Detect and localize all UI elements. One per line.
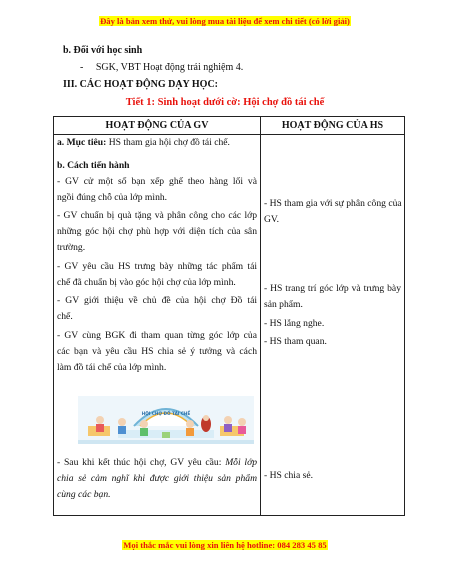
header-gv: HOẠT ĐỘNG CỦA GV [54, 117, 261, 135]
hs-line: GV. [264, 214, 280, 225]
gv-column [54, 135, 261, 516]
footer-notice: Mọi thắc mắc vui lòng xin liên hệ hotline: 084 283 45 85 [123, 540, 327, 550]
gv-line: chế đã chuẩn bị vào góc hội chợ của lớp mình. [57, 277, 236, 288]
activity-table [53, 116, 405, 516]
hs-line: - HS trang trí góc lớp và trưng bày [264, 283, 401, 294]
goal-line: a. Mục tiêu: HS tham gia hội chợ đồ tái chế. [57, 137, 230, 148]
section-iii-title: III. CÁC HOẠT ĐỘNG DẠY HỌC: [63, 79, 219, 90]
hs-line: - HS lắng nghe. [264, 318, 325, 329]
header-hs: HOẠT ĐỘNG CỦA HS [261, 117, 405, 135]
gv-line: - GV chuẩn bị quà tặng và phân công cho các lớp [57, 210, 257, 221]
gv-line: - GV yêu cầu HS trưng bày những tác phẩm tái [57, 261, 257, 272]
gv-closing-line: chia sẻ cảm nghĩ khi được giới thiệu sản phẩm [57, 473, 257, 484]
header-notice: Đây là bản xem thử, vui lòng mua tài liệu để xem chi tiết (có lời giải) [100, 16, 350, 26]
gv-line: - GV cùng BGK đi tham quan từng góc lớp của [57, 330, 257, 341]
hs-column [261, 135, 405, 516]
gv-closing-line: - Sau khi kết thúc hội chợ, GV yêu cầu: Mỗi lớp [57, 457, 258, 468]
method-label: b. Cách tiến hành [57, 160, 130, 171]
gv-line: các bạn và yêu cầu HS chia sẻ ý tưởng và cách [57, 346, 257, 357]
hs-line: - HS chia sẻ. [264, 470, 314, 481]
gv-closing-line: cùng các bạn. [57, 489, 111, 500]
section-b-item: - SGK, VBT Hoạt động trải nghiệm 4. [80, 62, 244, 73]
gv-line: những góc hội chợ phù hợp với diện tích của sân [57, 226, 257, 237]
gv-line: trường. [57, 242, 86, 253]
recycling-fair-illustration [78, 396, 254, 444]
lesson-title: Tiết 1: Sinh hoạt dưới cờ: Hội chợ đồ tái chế [125, 97, 325, 108]
gv-line: làm đồ tái chế của lớp mình. [57, 362, 167, 373]
gv-line: chế. [57, 311, 73, 322]
illustration-sign: HỘI CHỢ ĐỒ TÁI CHẾ [141, 411, 191, 416]
section-b-title: b. Đối với học sinh [63, 45, 143, 56]
gv-line: - GV giới thiệu về chủ đề của hội chợ Đồ tái [57, 295, 257, 306]
gv-line: - GV cử một số bạn xếp ghế theo hàng lối và [57, 176, 257, 187]
hs-line: - HS tham gia với sự phân công của [264, 198, 402, 209]
hs-line: - HS tham quan. [264, 336, 327, 347]
hs-line: sản phẩm. [264, 299, 303, 310]
gv-line: ngồi đúng chỗ của lớp mình. [57, 192, 168, 203]
